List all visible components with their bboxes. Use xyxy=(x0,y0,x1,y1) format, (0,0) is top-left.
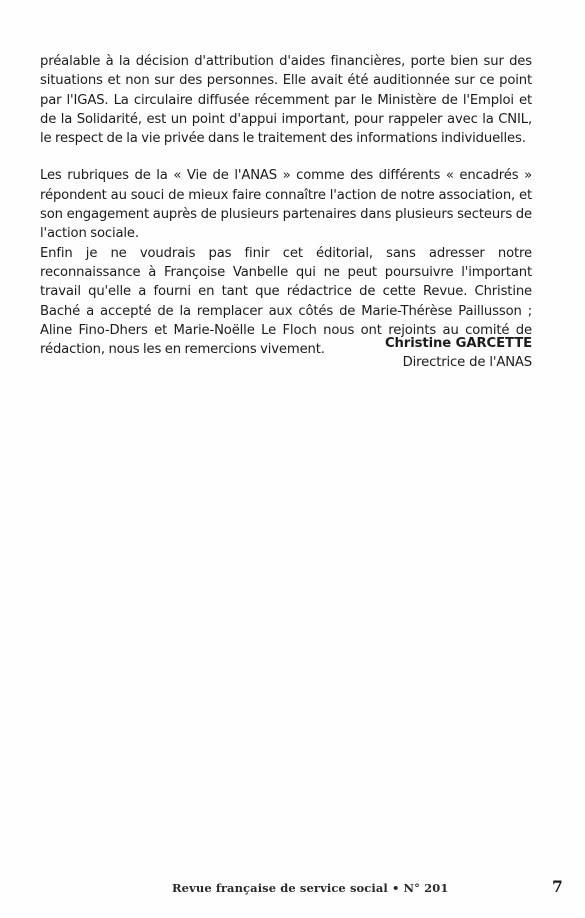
signature-title: Directrice de l'ANAS xyxy=(402,355,532,371)
paragraph-2: Les rubriques de la « Vie de l'ANAS » comme des différents « encadrés » répondent au souci de mieux faire connaître l'action de notre association, et son engagement auprès de plusieurs partenaires dans plusieurs secteurs de l'action sociale. xyxy=(40,168,532,242)
footer-publication: Revue française de service social • N° 201 xyxy=(172,881,449,895)
signature-name: Christine GARCETTE xyxy=(384,336,532,351)
editorial-body xyxy=(40,52,532,359)
paragraph-1: préalable à la décision d'attribution d'aides financières, porte bien sur des situations et non sur des personnes. Elle avait été auditionnée sur ce point par l'IGAS. La circulaire diffusée récemment par le Ministère de l'Emploi et de la Solidarité, est un point d'appui important, pour rappeler avec la CNIL, le respect de la vie privée dans le traitement des informations individuelles. xyxy=(40,54,532,147)
signature-block xyxy=(385,334,532,373)
page-number: 7 xyxy=(552,877,563,896)
paragraph-3: Enfin je ne voudrais pas finir cet éditorial, sans adresser notre reconnaissance à Françoise Vanbelle qui ne peut poursuivre l'important travail qu'elle a fourni en tant que rédactrice de cette Revue. Christine Baché a accepté de la remplacer aux côtés de Marie-Thérèse Paillusson ; Aline Fino-Dhers et Marie-Noëlle Le Floch nous ont rejoints au comité de rédaction, nous les en remercions vivement. xyxy=(40,245,532,358)
